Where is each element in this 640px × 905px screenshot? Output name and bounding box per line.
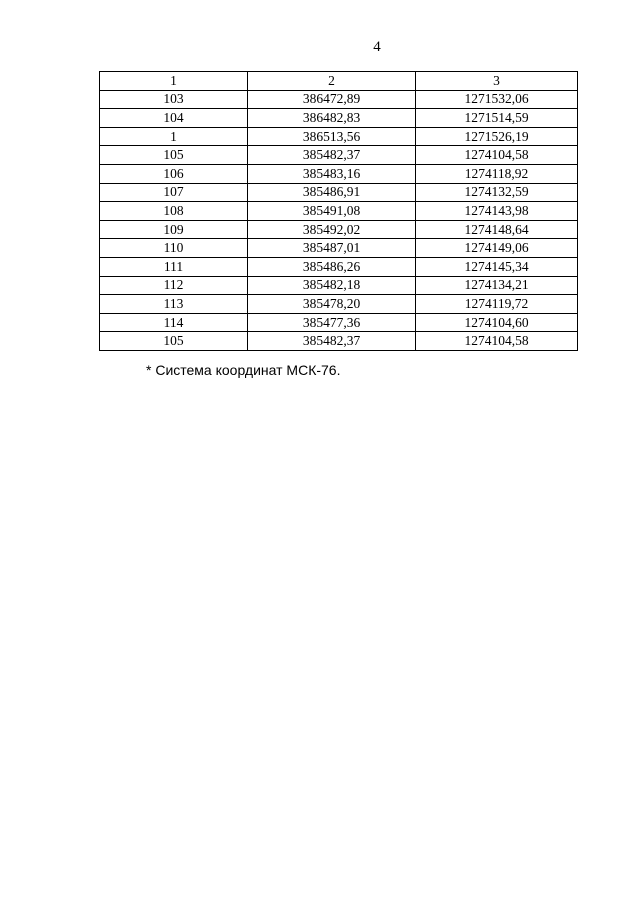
x-coordinate-cell: 386513,56 <box>248 127 416 146</box>
table-row <box>100 332 578 351</box>
y-coordinate-cell: 1274132,59 <box>416 183 578 202</box>
y-coordinate-cell: 1274104,58 <box>416 146 578 165</box>
column-header: 1 <box>100 72 248 91</box>
y-coordinate-cell: 1274104,60 <box>416 313 578 332</box>
x-coordinate-cell: 385487,01 <box>248 239 416 258</box>
y-coordinate-cell: 1274134,21 <box>416 276 578 295</box>
point-number-cell: 108 <box>100 202 248 221</box>
x-coordinate-cell: 385486,91 <box>248 183 416 202</box>
table-row <box>100 220 578 239</box>
column-header: 3 <box>416 72 578 91</box>
point-number-cell: 109 <box>100 220 248 239</box>
y-coordinate-cell: 1274143,98 <box>416 202 578 221</box>
x-coordinate-cell: 385477,36 <box>248 313 416 332</box>
point-number-cell: 1 <box>100 127 248 146</box>
column-header: 2 <box>248 72 416 91</box>
x-coordinate-cell: 385483,16 <box>248 164 416 183</box>
table-row <box>100 239 578 258</box>
table-row <box>100 127 578 146</box>
table-row <box>100 276 578 295</box>
point-number-cell: 103 <box>100 90 248 109</box>
y-coordinate-cell: 1271526,19 <box>416 127 578 146</box>
x-coordinate-cell: 385482,37 <box>248 146 416 165</box>
x-coordinate-cell: 385482,37 <box>248 332 416 351</box>
table-row <box>100 164 578 183</box>
point-number-cell: 112 <box>100 276 248 295</box>
y-coordinate-cell: 1274145,34 <box>416 257 578 276</box>
point-number-cell: 113 <box>100 295 248 314</box>
x-coordinate-cell: 386472,89 <box>248 90 416 109</box>
table-row <box>100 202 578 221</box>
coordinates-table <box>99 71 578 351</box>
table-row <box>100 183 578 202</box>
point-number-cell: 104 <box>100 109 248 128</box>
point-number-cell: 110 <box>100 239 248 258</box>
table-row <box>100 295 578 314</box>
coordinate-system-footnote: * Система координат МСК-76. <box>146 362 341 378</box>
table-row <box>100 146 578 165</box>
x-coordinate-cell: 385478,20 <box>248 295 416 314</box>
table-header-row <box>100 72 578 91</box>
point-number-cell: 105 <box>100 332 248 351</box>
point-number-cell: 114 <box>100 313 248 332</box>
y-coordinate-cell: 1271532,06 <box>416 90 578 109</box>
point-number-cell: 107 <box>100 183 248 202</box>
y-coordinate-cell: 1274118,92 <box>416 164 578 183</box>
table-row <box>100 109 578 128</box>
table-row <box>100 90 578 109</box>
point-number-cell: 106 <box>100 164 248 183</box>
x-coordinate-cell: 385492,02 <box>248 220 416 239</box>
y-coordinate-cell: 1271514,59 <box>416 109 578 128</box>
point-number-cell: 105 <box>100 146 248 165</box>
table-row <box>100 313 578 332</box>
x-coordinate-cell: 385482,18 <box>248 276 416 295</box>
y-coordinate-cell: 1274119,72 <box>416 295 578 314</box>
point-number-cell: 111 <box>100 257 248 276</box>
y-coordinate-cell: 1274149,06 <box>416 239 578 258</box>
x-coordinate-cell: 386482,83 <box>248 109 416 128</box>
y-coordinate-cell: 1274104,58 <box>416 332 578 351</box>
y-coordinate-cell: 1274148,64 <box>416 220 578 239</box>
page-number: 4 <box>373 39 381 55</box>
x-coordinate-cell: 385486,26 <box>248 257 416 276</box>
table-row <box>100 257 578 276</box>
x-coordinate-cell: 385491,08 <box>248 202 416 221</box>
